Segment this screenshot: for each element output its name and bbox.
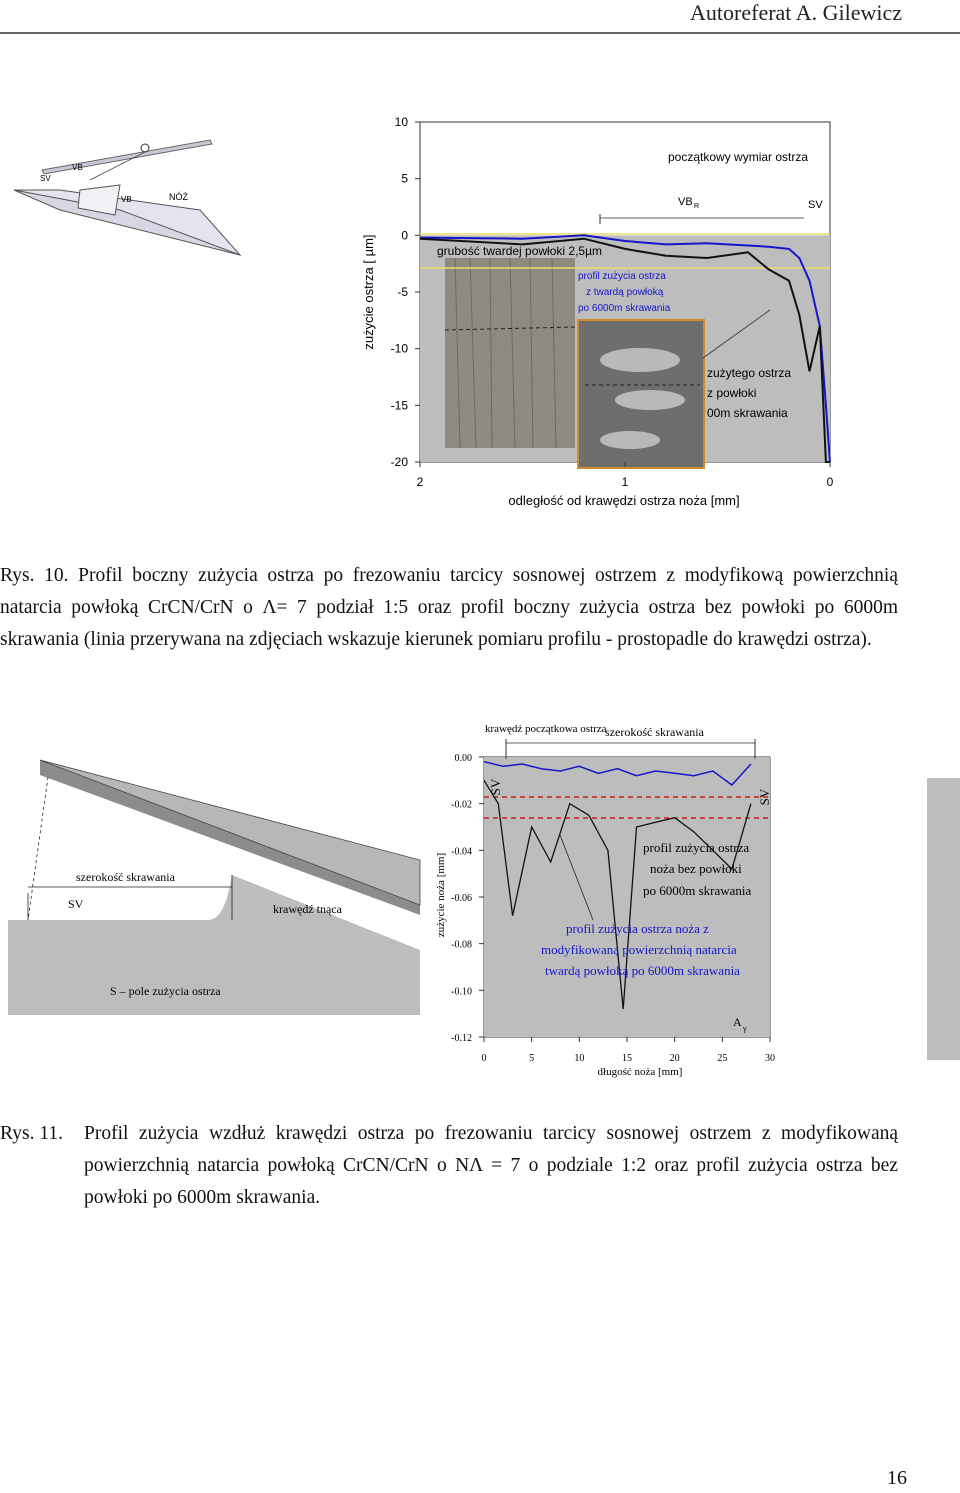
caption-10-label: Rys. 10.: [0, 565, 69, 586]
annotation-coated-3: po 6000m skrawania: [578, 303, 671, 314]
y-tick-label: -20: [390, 455, 408, 469]
annotation-initial-edge: krawędź początkowa ostrza: [485, 723, 607, 735]
y-tick-label: -10: [390, 341, 408, 356]
diagram-cutting-edge: krawędź tnąca: [273, 902, 342, 916]
figure-11: [0, 715, 930, 1095]
annotation-initial-size: początkowy wymiar ostrza: [668, 150, 809, 164]
x-tick-label: 15: [622, 1053, 632, 1064]
y-tick-label: 5: [401, 171, 408, 186]
annotation-coated-2: modyfikowaną powierzchnią natarcia: [541, 942, 737, 957]
y-tick-label: -0.02: [451, 799, 472, 811]
figure-10: [0, 40, 960, 540]
running-header: Autoreferat A. Gilewicz: [690, 0, 902, 25]
annotation-sv-left: SV: [488, 778, 503, 796]
page-side-tab: [927, 778, 960, 1060]
x-tick-label: 25: [717, 1053, 728, 1064]
chart-11-xlabel: długość noża [mm]: [597, 1066, 683, 1078]
x-tick-label: 1: [621, 475, 629, 489]
y-tick-label: 0: [401, 228, 408, 243]
edge-diagram: [8, 760, 420, 1015]
annotation-cutting-width: szerokość skrawania: [605, 725, 704, 739]
annotation-vbr-sub: R: [694, 203, 700, 210]
chart-11: [435, 723, 775, 1078]
figure-10-svg: [0, 40, 960, 540]
x-tick-label: 5: [529, 1053, 535, 1064]
annotation-uncoated-3: 00m skrawania: [707, 406, 788, 420]
caption-11: [0, 1118, 898, 1214]
x-tick-label: 30: [765, 1053, 775, 1064]
diagram-cutting-width: szerokość skrawania: [76, 870, 175, 884]
annotation-coated-3: twardą powłoką po 6000m skrawania: [545, 963, 740, 978]
annotation-uncoated-2: noża bez powłoki: [650, 861, 742, 876]
caption-11-label: Rys. 11.: [0, 1123, 63, 1144]
caption-10: [0, 560, 898, 656]
annotation-uncoated-1: zużytego ostrza: [707, 366, 792, 380]
annotation-coated-1: profil zużycia ostrza: [578, 271, 666, 282]
x-tick-label: 20: [669, 1053, 680, 1064]
x-tick-label: 0: [826, 475, 834, 489]
annotation-uncoated-1: profil zużycia ostrza: [643, 840, 750, 855]
diagram-sv-label: SV: [40, 174, 51, 183]
caption-10-text: Profil boczny zużycia ostrza po frezowaniu tarcicy sosnowej ostrzem z modyfikową powierzchnią natarcia powłoką CrCN/CrN o Λ= 7 podział 1:5 oraz profil boczny zużycia ostrza bez powłoki po 6000m skrawania (linia przerywana na zdjęciach wskazuje kierunek pomiaru profilu - prostopadle do krawędzi ostrza).: [0, 565, 898, 650]
x-tick-label: 2: [416, 475, 424, 489]
x-tick-label: 0: [481, 1053, 487, 1064]
blade-diagram: [14, 140, 240, 255]
annotation-a-gamma: A: [733, 1015, 742, 1029]
y-tick-label: 10: [394, 115, 408, 129]
y-tick-label: -15: [390, 398, 408, 413]
annotation-sv: SV: [808, 199, 823, 211]
y-tick-label: -0.06: [451, 893, 472, 904]
caption-11-text: Profil zużycia wzdłuż krawędzi ostrza po frezowaniu tarcicy sosnowej ostrzem z modyfikowaną powierzchnią natarcia powłoką CrCN/CrN o NΛ = 7 o podziale 1:2 oraz profil zużycia ostrza bez powłoki po 6000m skrawania.: [84, 1123, 898, 1208]
y-tick-label: 0.00: [454, 753, 472, 764]
diagram-vbr-label: VB: [72, 163, 83, 172]
chart-10-xlabel: odległość od krawędzi ostrza noża [mm]: [508, 493, 740, 508]
y-tick-label: -0.04: [451, 846, 472, 858]
diagram-noz-label: NÓŻ: [169, 192, 188, 202]
annotation-sv-right: SV: [757, 788, 772, 806]
annotation-uncoated-3: po 6000m skrawania: [643, 883, 752, 898]
chart-11-ylabel: zużycie noża [mm]: [435, 852, 447, 938]
annotation-coating-thickness: grubość twardej powłoki 2,5µm: [437, 244, 602, 258]
y-tick-label: -0.12: [451, 1033, 472, 1044]
diagram-sv: SV: [68, 897, 84, 911]
annotation-a-gamma-sub: γ: [743, 1024, 747, 1033]
page-number: 16: [887, 1467, 907, 1489]
chart-10-ylabel: zużycie ostrza [ µm]: [361, 234, 376, 350]
y-tick-label: -5: [397, 285, 408, 299]
chart-10: [361, 115, 834, 508]
x-tick-label: 10: [574, 1053, 585, 1064]
annotation-coated-1: profil zużycia ostrza noża z: [566, 921, 709, 936]
annotation-coated-2: z twardą powłoką: [586, 287, 664, 298]
annotation-vbr: VB: [678, 196, 693, 208]
diagram-vbn-label: VB: [121, 195, 132, 204]
header-rule: [0, 32, 960, 34]
figure-11-svg: [0, 715, 930, 1095]
diagram-wear-area: S – pole zużycia ostrza: [110, 984, 221, 998]
annotation-uncoated-2: z powłoki: [707, 386, 757, 400]
y-tick-label: -0.10: [451, 986, 472, 998]
y-tick-label: -0.08: [451, 939, 472, 951]
